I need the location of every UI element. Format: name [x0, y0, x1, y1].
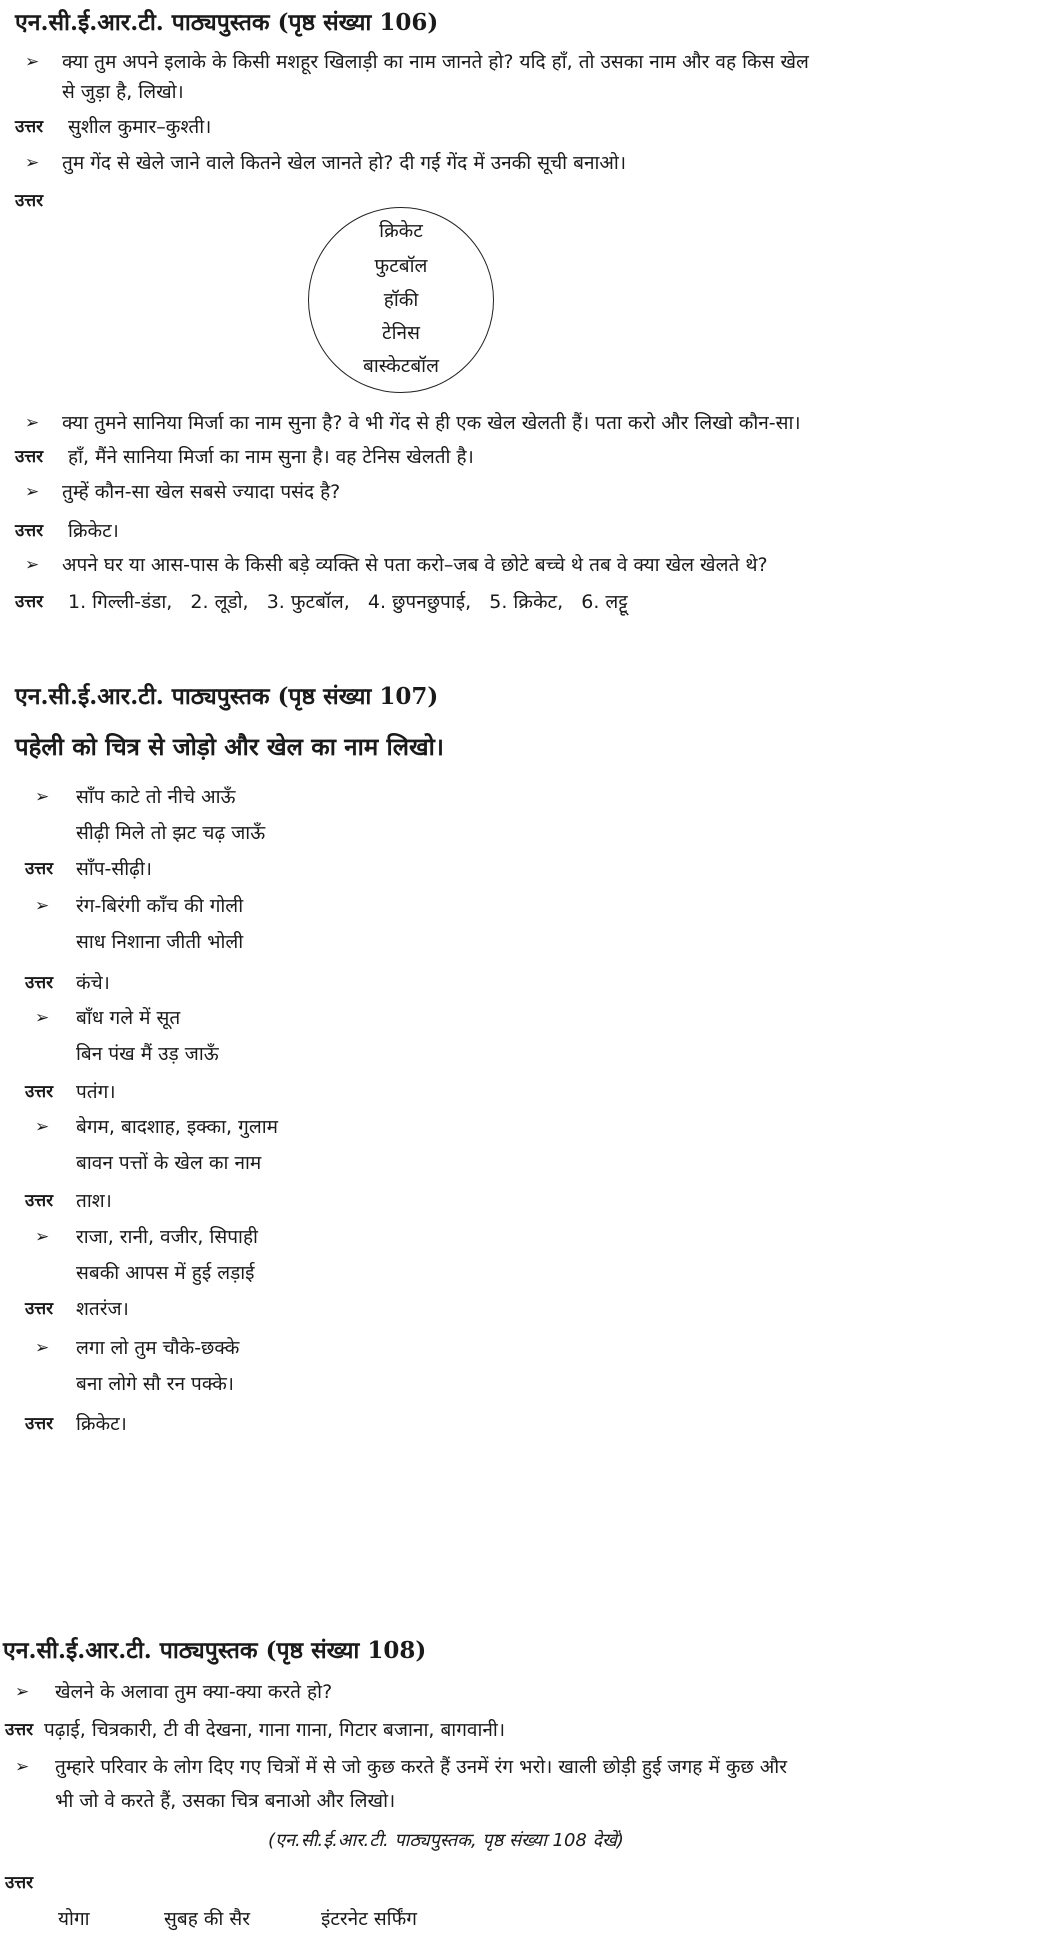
answer-label: उत्तर	[5, 1720, 34, 1740]
ball-item: हॉकी	[383, 289, 419, 311]
riddle-line: बना लोगे सौ रन पक्के।	[76, 1373, 234, 1395]
answer-label: उत्तर	[25, 973, 54, 993]
riddle-line: सीढ़ी मिले तो झट चढ़ जाऊँ	[76, 822, 266, 844]
ball-item: टेनिस	[382, 322, 420, 344]
bullet-icon: ➢	[35, 1008, 50, 1028]
riddle-line: बेगम, बादशाह, इक्का, गुलाम	[76, 1116, 278, 1138]
activity-item: इंटरनेट सर्फिंग	[321, 1908, 417, 1930]
answer-label: उत्तर	[25, 1082, 54, 1102]
bullet-icon: ➢	[25, 482, 40, 502]
ball-item: फुटबॉल	[374, 255, 428, 277]
answer-label: उत्तर	[15, 592, 44, 612]
bullet-icon: ➢	[25, 413, 40, 433]
bullet-icon: ➢	[25, 52, 40, 72]
answer-text: सुशील कुमार–कुश्ती।	[68, 116, 212, 138]
section-subheading: पहेली को चित्र से जोड़ो और खेल का नाम लिखो।	[15, 733, 444, 761]
ball-item: बास्केटबॉल	[363, 355, 439, 377]
bullet-icon: ➢	[35, 1117, 50, 1137]
answer-text: क्रिकेट।	[68, 520, 119, 542]
riddle-line: साध निशाना जीती भोली	[76, 931, 244, 953]
bullet-icon: ➢	[35, 896, 50, 916]
ball-item: क्रिकेट	[379, 220, 423, 242]
bullet-icon: ➢	[25, 153, 40, 173]
answer-label: उत्तर	[15, 117, 44, 137]
question-text: से जुड़ा है, लिखो।	[62, 81, 184, 103]
bullet-icon: ➢	[15, 1757, 30, 1777]
answer-label: उत्तर	[15, 521, 44, 541]
riddle-line: लगा लो तुम चौके-छक्के	[76, 1337, 240, 1359]
riddle-answer: ताश।	[76, 1190, 112, 1212]
answer-text: पढ़ाई, चित्रकारी, टी वी देखना, गाना गाना, गिटार बजाना, बागवानी।	[44, 1719, 506, 1741]
riddle-line: सबकी आपस में हुई लड़ाई	[76, 1262, 255, 1284]
section-heading-106: एन.सी.ई.आर.टी. पाठ्यपुस्तक (पृष्ठ संख्या 106)	[15, 9, 439, 36]
answer-label: उत्तर	[25, 1299, 54, 1319]
answer-text: 1. गिल्ली-डंडा, 2. लूडो, 3. फुटबॉल, 4. छुपनछुपाई, 5. क्रिकेट, 6. लट्टू	[68, 591, 628, 613]
answer-label: उत्तर	[15, 447, 44, 467]
riddle-line: बाँध गले में सूत	[76, 1007, 181, 1029]
riddle-answer: पतंग।	[76, 1081, 116, 1103]
question-text: खेलने के अलावा तुम क्या-क्या करते हो?	[55, 1681, 333, 1703]
question-text: भी जो वे करते हैं, उसका चित्र बनाओ और लिखो।	[55, 1790, 396, 1812]
riddle-answer: साँप-सीढ़ी।	[76, 858, 152, 880]
riddle-line: रंग-बिरंगी काँच की गोली	[76, 895, 244, 917]
bullet-icon: ➢	[35, 787, 50, 807]
question-text: क्या तुमने सानिया मिर्जा का नाम सुना है? वे भी गेंद से ही एक खेल खेलती हैं। पता करो और लिखो कौन-सा।	[62, 412, 801, 434]
riddle-line: साँप काटे तो नीचे आऊँ	[76, 786, 236, 808]
bullet-icon: ➢	[15, 1682, 30, 1702]
section-heading-108: एन.सी.ई.आर.टी. पाठ्यपुस्तक (पृष्ठ संख्या 108)	[3, 1637, 427, 1664]
riddle-answer: क्रिकेट।	[76, 1413, 127, 1435]
answer-label: उत्तर	[15, 191, 44, 211]
riddle-answer: कंचे।	[76, 972, 110, 994]
answer-text: हाँ, मैंने सानिया मिर्जा का नाम सुना है। वह टेनिस खेलती है।	[68, 446, 474, 468]
activity-item: सुबह की सैर	[164, 1908, 250, 1930]
activity-item: योगा	[58, 1908, 90, 1930]
riddle-line: बिन पंख मैं उड़ जाऊँ	[76, 1043, 219, 1065]
question-text: क्या तुम अपने इलाके के किसी मशहूर खिलाड़ी का नाम जानते हो? यदि हाँ, तो उसका नाम और वह किस खेल	[62, 51, 809, 73]
riddle-line: राजा, रानी, वजीर, सिपाही	[76, 1226, 258, 1248]
answer-label: उत्तर	[25, 1191, 54, 1211]
answer-label: उत्तर	[25, 1414, 54, 1434]
question-text: तुम गेंद से खेले जाने वाले कितने खेल जानते हो? दी गई गेंद में उनकी सूची बनाओ।	[62, 152, 627, 174]
section-heading-107: एन.सी.ई.आर.टी. पाठ्यपुस्तक (पृष्ठ संख्या 107)	[15, 683, 439, 710]
question-text: तुम्हारे परिवार के लोग दिए गए चित्रों में से जो कुछ करते हैं उनमें रंग भरो। खाली छोड़ी हुई जगह में कुछ और	[55, 1756, 787, 1778]
bullet-icon: ➢	[25, 555, 40, 575]
bullet-icon: ➢	[35, 1227, 50, 1247]
question-text: अपने घर या आस-पास के किसी बड़े व्यक्ति से पता करो–जब वे छोटे बच्चे थे तब वे क्या खेल खेलते थे?	[62, 554, 768, 576]
reference-note: (एन.सी.ई.आर.टी. पाठ्यपुस्तक, पृष्ठ संख्या 108 देखें)	[268, 1830, 624, 1851]
question-text: तुम्हें कौन-सा खेल सबसे ज्यादा पसंद है?	[62, 481, 341, 503]
riddle-line: बावन पत्तों के खेल का नाम	[76, 1152, 262, 1174]
answer-label: उत्तर	[25, 859, 54, 879]
bullet-icon: ➢	[35, 1338, 50, 1358]
riddle-answer: शतरंज।	[76, 1298, 129, 1320]
answer-label: उत्तर	[5, 1873, 34, 1893]
